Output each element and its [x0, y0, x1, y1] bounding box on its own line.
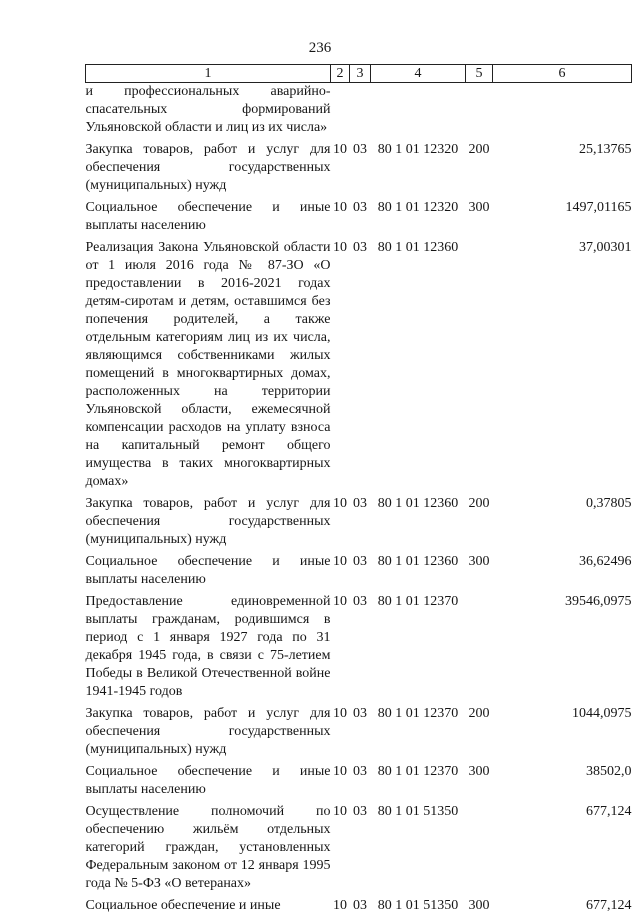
- row-expense-type: 200: [468, 496, 490, 511]
- row-subsection: [350, 83, 371, 138]
- column-header-2: 2: [331, 65, 350, 83]
- table-row: [86, 799, 632, 893]
- row-subsection: 03: [353, 200, 367, 215]
- table-row: [86, 195, 632, 235]
- row-amount: 37,00301: [579, 240, 632, 255]
- row-description: Закупка товаров, работ и услуг для обеспечения государственных (муниципальных) нужд: [85, 142, 331, 193]
- row-expense-type: 300: [468, 764, 490, 779]
- row-description: Осуществление полномочий по обеспечению жильём отдельных категорий граждан, установленных Федеральным законом от 12 января 1995 года № 5-ФЗ «О ветеранах»: [85, 804, 331, 891]
- row-target-code: 80 1 01 12360: [377, 496, 459, 511]
- table-row: [86, 549, 632, 589]
- row-section: [331, 83, 350, 138]
- column-header-6: 6: [493, 65, 632, 83]
- row-section: 10: [333, 764, 347, 779]
- row-subsection: 03: [353, 554, 367, 569]
- row-expense-type: 300: [468, 898, 490, 913]
- row-section: 10: [333, 142, 347, 157]
- row-description: Реализация Закона Ульяновской области от 1 июля 2016 года № 87-ЗО «О предоставлении в 2016-2021 годах детям-сиротам и детям, оставшимся без попечения родителей, а также отдельным категориям лиц из их числа, являющимся собственниками жилых помещений в многоквартирных домах, расположенных на территории Ульяновской области, ежемесячной компенсации расходов на уплату взноса на капитальный ремонт общего имущества в таких многоквартирных домах»: [85, 240, 331, 489]
- row-expense-type: [466, 235, 493, 491]
- row-amount: 677,124: [586, 804, 632, 819]
- row-subsection: 03: [353, 594, 367, 609]
- row-subsection: 03: [353, 898, 367, 913]
- row-expense-type: 200: [468, 706, 490, 721]
- row-section: 10: [333, 200, 347, 215]
- row-expense-type: [466, 83, 493, 138]
- table-row: [86, 893, 632, 915]
- row-description: Социальное обеспечение и иные: [85, 898, 281, 913]
- row-section: 10: [333, 706, 347, 721]
- row-expense-type: 300: [468, 200, 490, 215]
- row-target-code: 80 1 01 51350: [377, 898, 459, 913]
- row-expense-type: 300: [468, 554, 490, 569]
- row-target-code: [371, 83, 466, 138]
- table-row: [86, 701, 632, 759]
- row-subsection: 03: [353, 804, 367, 819]
- row-target-code: 80 1 01 12320: [377, 142, 459, 157]
- row-amount: 36,62496: [579, 554, 632, 569]
- row-target-code: 80 1 01 12370: [377, 764, 459, 779]
- table-header-row: [86, 65, 632, 83]
- table-row: [86, 83, 632, 138]
- table-row: [86, 759, 632, 799]
- row-target-code: 80 1 01 12320: [377, 200, 459, 215]
- row-amount: 0,37805: [586, 496, 632, 511]
- page-number: 236: [308, 40, 332, 56]
- row-section: 10: [333, 554, 347, 569]
- row-amount: 39546,0975: [565, 594, 632, 609]
- row-description: Социальное обеспечение и иные выплаты населению: [85, 764, 331, 797]
- row-description: и профессиональных аварийно-спасательных формирований Ульяновской области и лиц из их числа»: [85, 84, 331, 135]
- row-description: Закупка товаров, работ и услуг для обеспечения государственных (муниципальных) нужд: [85, 496, 331, 547]
- row-section: 10: [333, 240, 347, 255]
- table-row: [86, 235, 632, 491]
- row-expense-type: 200: [468, 142, 490, 157]
- row-section: 10: [333, 496, 347, 511]
- row-expense-type: [466, 589, 493, 701]
- row-amount: 1497,01165: [565, 200, 632, 215]
- row-subsection: 03: [353, 764, 367, 779]
- column-header-3: 3: [350, 65, 371, 83]
- table-row: [86, 137, 632, 195]
- row-amount: 38502,0: [586, 764, 632, 779]
- row-description: Закупка товаров, работ и услуг для обеспечения государственных (муниципальных) нужд: [85, 706, 331, 757]
- row-subsection: 03: [353, 142, 367, 157]
- row-section: 10: [333, 804, 347, 819]
- table-row: [86, 589, 632, 701]
- row-target-code: 80 1 01 12370: [377, 594, 459, 609]
- row-target-code: 80 1 01 51350: [377, 804, 459, 819]
- column-header-4: 4: [371, 65, 466, 83]
- row-description: Предоставление единовременной выплаты гражданам, родившимся в период с 1 января 1927 года по 31 декабря 1945 года, в связи с 75-летием Победы в Великой Отечественной войне 1941-1945 годов: [85, 594, 331, 699]
- row-subsection: 03: [353, 706, 367, 721]
- row-target-code: 80 1 01 12370: [377, 706, 459, 721]
- row-amount: [493, 83, 632, 138]
- row-section: 10: [333, 594, 347, 609]
- row-amount: 25,13765: [579, 142, 632, 157]
- row-section: 10: [333, 898, 347, 913]
- row-target-code: 80 1 01 12360: [377, 240, 459, 255]
- table-row: [86, 491, 632, 549]
- row-target-code: 80 1 01 12360: [377, 554, 459, 569]
- column-header-1: 1: [86, 65, 331, 83]
- column-header-5: 5: [466, 65, 493, 83]
- row-description: Социальное обеспечение и иные выплаты населению: [85, 200, 331, 233]
- row-description: Социальное обеспечение и иные выплаты населению: [85, 554, 331, 587]
- budget-table: [85, 64, 632, 915]
- row-amount: 1044,0975: [572, 706, 632, 721]
- row-subsection: 03: [353, 240, 367, 255]
- row-expense-type: [466, 799, 493, 893]
- row-amount: 677,124: [586, 898, 632, 913]
- row-subsection: 03: [353, 496, 367, 511]
